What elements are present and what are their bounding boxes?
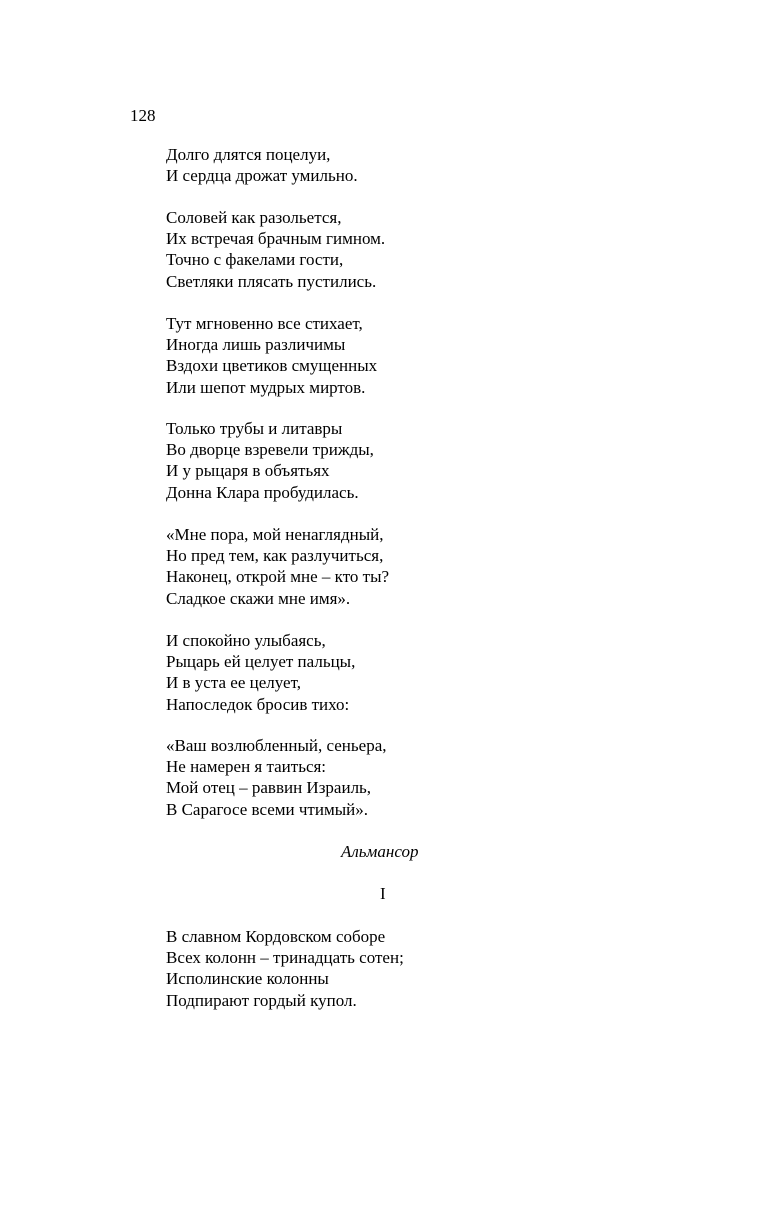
poem-line: Долго длятся поцелуи, <box>166 145 331 164</box>
poem-line: Но пред тем, как разлучиться, <box>166 546 384 566</box>
stanza <box>166 630 686 715</box>
poem-line: Рыцарь ей целует пальцы, <box>166 652 356 672</box>
poem-line: И в уста ее целует, <box>166 673 301 693</box>
stanza <box>166 418 686 503</box>
poem-line: Напоследок бросив тихо: <box>166 694 350 714</box>
poem-line: «Ваш возлюбленный, сеньера, <box>166 736 387 755</box>
stanza <box>166 144 686 186</box>
poem-line: Не намерен я таиться: <box>166 757 327 777</box>
stanza <box>166 313 686 398</box>
poem-line: Донна Клара пробудилась. <box>166 482 359 502</box>
poem-line: «Мне пора, мой ненаглядный, <box>166 525 384 544</box>
stanza <box>166 926 686 1011</box>
stanza <box>166 207 686 292</box>
poem-line: И спокойно улыбаясь, <box>166 631 326 650</box>
poem-line: Всех колонн – тринадцать сотен; <box>166 948 404 968</box>
stanza <box>166 735 686 820</box>
poem-line: Подпирают гордый купол. <box>166 990 357 1010</box>
poem-line: В Сарагосе всеми чтимый». <box>166 799 368 819</box>
poem-line: Их встречая брачным гимном. <box>166 229 386 249</box>
poem-line: Иногда лишь различимы <box>166 335 346 355</box>
stanza <box>166 524 686 609</box>
poem-line: Мой отец – раввин Израиль, <box>166 778 372 798</box>
poem-line: Наконец, открой мне – кто ты? <box>166 567 390 587</box>
poem-line: Светляки плясать пустились. <box>166 271 377 291</box>
poem-line: И сердца дрожат умильно. <box>166 166 358 186</box>
poem-line: Исполинские колонны <box>166 969 329 989</box>
poem-line: Только трубы и литавры <box>166 419 343 438</box>
poem-line: Вздохи цветиков смущенных <box>166 356 378 376</box>
poem-line: Тут мгновенно все стихает, <box>166 314 363 333</box>
poem-line: Или шепот мудрых миртов. <box>166 377 366 397</box>
poem-line: Сладкое скажи мне имя». <box>166 588 351 608</box>
poem-title: Альмансор <box>341 842 419 861</box>
poem-line: В славном Кордовском соборе <box>166 927 386 946</box>
part-number: I <box>380 884 386 903</box>
poem-line: Во дворце взревели трижды, <box>166 440 374 460</box>
poem-line: Соловей как разольется, <box>166 208 342 227</box>
page-number: 128 <box>130 106 156 125</box>
poem-line: И у рыцаря в объятьях <box>166 461 330 481</box>
poem-line: Точно с факелами гости, <box>166 250 344 270</box>
